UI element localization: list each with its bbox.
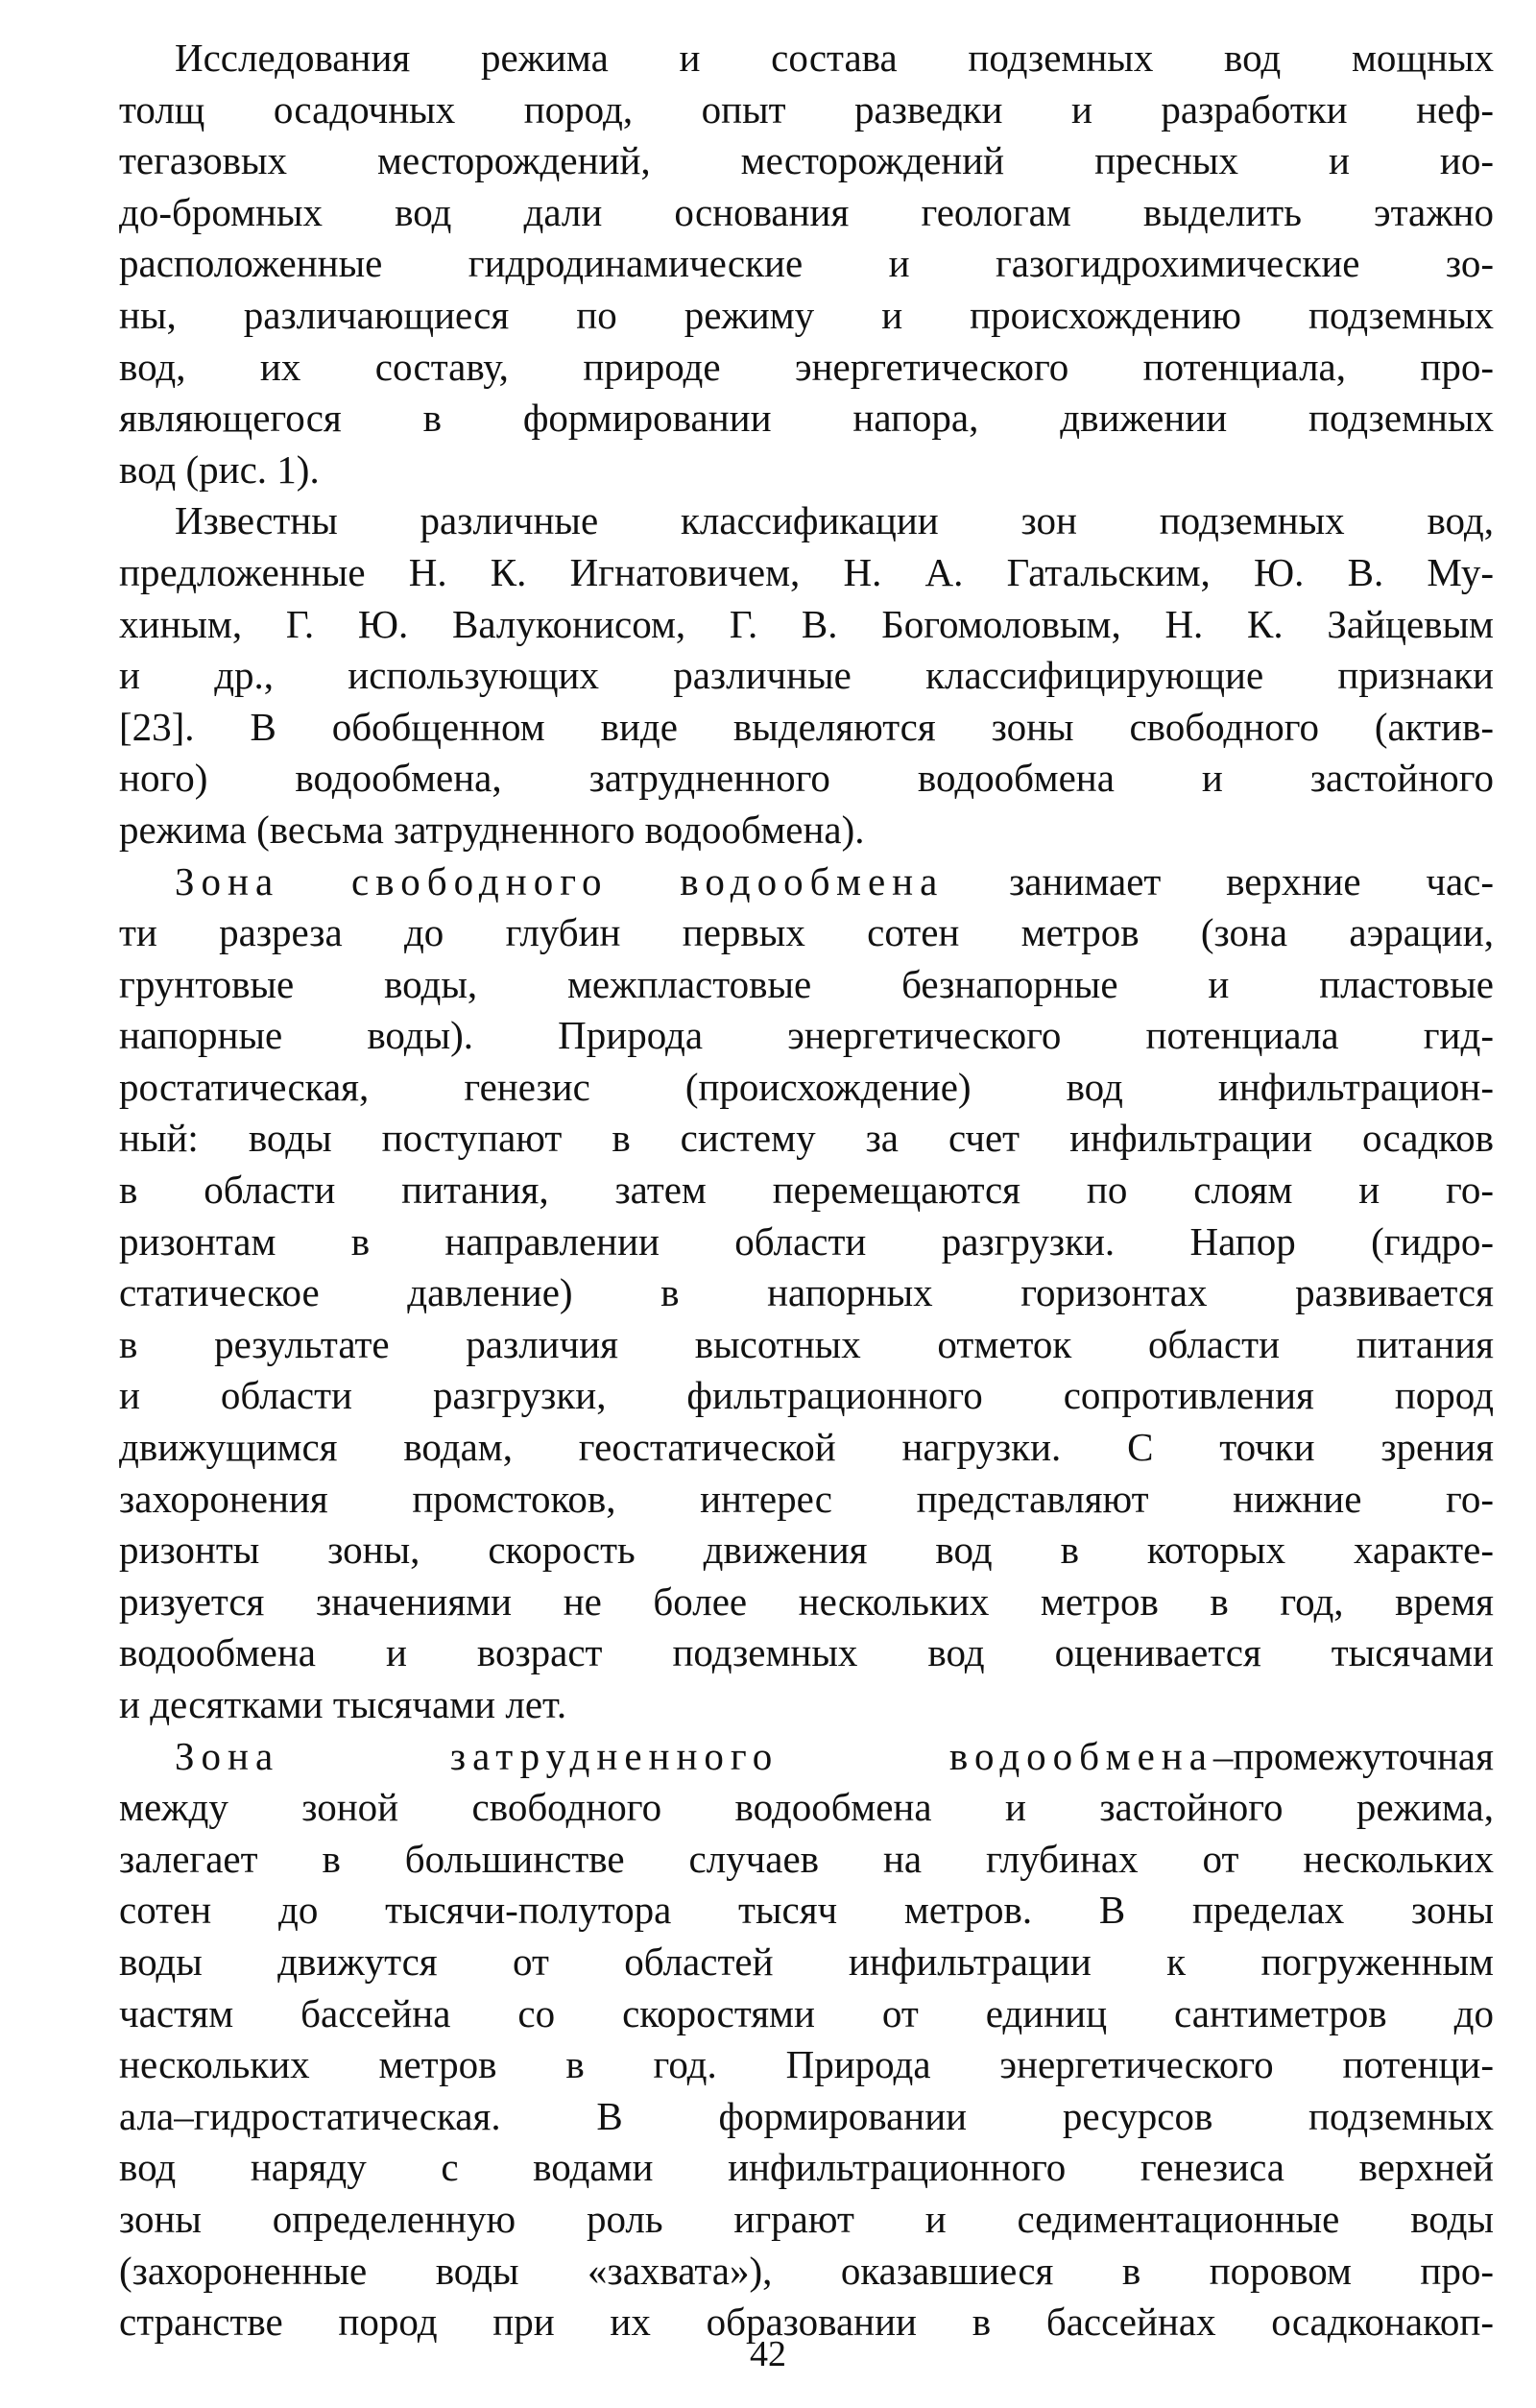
text-line: и области разгрузки, фильтрационного сопротивления пород — [119, 1373, 1494, 1418]
text-line: ризонтам в направлении области разгрузки. Напор (гидро- — [119, 1218, 1494, 1264]
text-line: хиным, Г. Ю. Валуконисом, Г. В. Богомоловым, Н. К. Зайцевым — [119, 601, 1494, 646]
text-line: (захороненные воды «захвата»), оказавшиеся в поровом про- — [119, 2248, 1494, 2293]
text-line: сотен до тысячи-полутора тысяч метров. В пределах зоны — [119, 1888, 1494, 1933]
text-line: ростатическая, генезис (происхождение) вод инфильтрацион- — [119, 1064, 1494, 1109]
page-number: 42 — [750, 2334, 786, 2374]
text-line: ный: воды поступают в систему за счет инфильтрации осадков — [119, 1116, 1494, 1161]
paragraph-1 — [119, 33, 1494, 495]
text-line: воды движутся от областей инфильтрации к погруженным — [119, 1938, 1494, 1984]
text-line: вод (рис. 1). — [119, 446, 320, 492]
text-line: ризуется значениями не более нескольких метров в год, время — [119, 1578, 1494, 1624]
text-line: режима (весьма затрудненного водообмена). — [119, 807, 865, 852]
text-line: и др., использующих различные классифицирующие признаки — [119, 653, 1494, 698]
term-free-exchange-zone: Зона свободного водообмена — [175, 858, 945, 903]
text-line: ала–гидростатическая. В формировании ресурсов подземных — [119, 2093, 1494, 2138]
text-line: Исследования режима и состава подземных вод мощных — [175, 36, 1494, 80]
text-line: и десятками тысячами лет. — [119, 1682, 567, 1726]
text-line: ны, различающиеся по режиму и происхождению подземных — [119, 292, 1494, 337]
text-line: [23]. В обобщенном виде выделяются зоны свободного (актив- — [119, 704, 1494, 749]
text-line: грунтовые воды, межпластовые безнапорные и пластовые — [119, 961, 1494, 1006]
text-line: захоронения промстоков, интерес представляют нижние го- — [119, 1476, 1494, 1521]
text-fragment: –промежуточная — [1212, 1733, 1494, 1778]
text-line: ти разреза до глубин первых сотен метров (зона аэрации, — [119, 910, 1494, 955]
text-line: ризонты зоны, скорость движения вод в которых характе- — [119, 1528, 1494, 1573]
text-line: странстве пород при их образовании в бассейнах осадконакоп- — [119, 2300, 1494, 2345]
text-line: толщ осадочных пород, опыт разведки и разработки неф- — [119, 86, 1494, 132]
text-line: нескольких метров в год. Природа энергетического потенци- — [119, 2042, 1494, 2087]
body-text — [119, 33, 1494, 2348]
text-fragment: занимает верхние час- — [944, 858, 1494, 903]
paragraph-2 — [119, 495, 1494, 855]
text-line: являющегося в формировании напора, движении подземных — [119, 396, 1494, 441]
text-line: движущимся водам, геостатической нагрузки. С точки зрения — [119, 1425, 1494, 1470]
text-line: Известны различные классификации зон подземных вод, — [175, 498, 1494, 543]
text-line: между зоной свободного водообмена и застойного режима, — [119, 1785, 1494, 1830]
text-line: в области питания, затем перемещаются по слоям и го- — [119, 1168, 1494, 1213]
text-line: напорные воды). Природа энергетического потенциала гид- — [119, 1013, 1494, 1058]
text-line: предложенные Н. К. Игнатовичем, Н. А. Гатальским, Ю. В. Му- — [119, 549, 1494, 594]
text-line: вод, их составу, природе энергетического потенциала, про- — [119, 344, 1494, 389]
text-line: вод наряду с водами инфильтрационного генезиса верхней — [119, 2145, 1494, 2190]
text-line — [119, 1731, 1494, 1783]
text-line: до-бромных вод дали основания геологам выделить этажно — [119, 189, 1494, 234]
text-line: тегазовых месторождений, месторождений пресных и ио- — [119, 138, 1494, 183]
text-line: залегает в большинстве случаев на глубинах от нескольких — [119, 1836, 1494, 1881]
text-line: статическое давление) в напорных горизонтах развивается — [119, 1270, 1494, 1315]
term-restricted-exchange-zone: Зона затрудненного водообмена — [175, 1733, 1213, 1778]
text-line — [119, 856, 1494, 908]
text-line: водообмена и возраст подземных вод оценивается тысячами — [119, 1630, 1494, 1675]
text-line: в результате различия высотных отметок области питания — [119, 1321, 1494, 1366]
paragraph-4 — [119, 1731, 1494, 2348]
paragraph-3 — [119, 856, 1494, 1731]
text-line: зоны определенную роль играют и седиментационные воды — [119, 2196, 1494, 2241]
text-line: частям бассейна со скоростями от единиц сантиметров до — [119, 1990, 1494, 2035]
text-line: ного) водообмена, затрудненного водообмена и застойного — [119, 756, 1494, 801]
text-line: расположенные гидродинамические и газогидрохимические зо- — [119, 241, 1494, 286]
